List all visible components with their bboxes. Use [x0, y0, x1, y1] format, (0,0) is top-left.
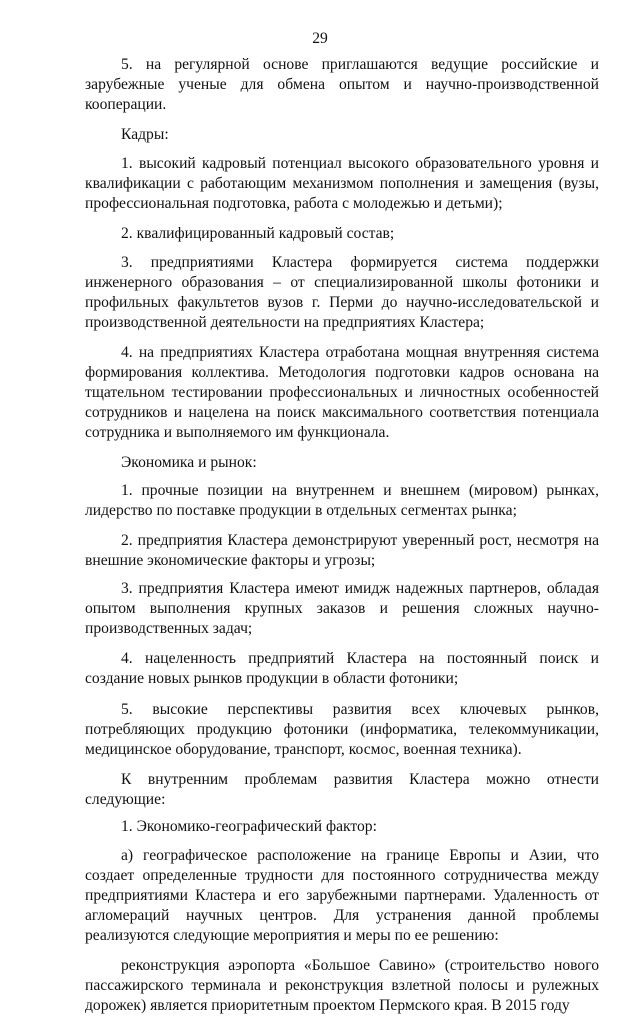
- heading-economy: Экономика и рынок:: [121, 454, 257, 471]
- paragraph-15: а) географическое расположение на границе Европы и Азии, что создает определенные трудности для постоянного сотрудничества между предприятиями Кластера и его зарубежными партнерами. Удаленность от агломераций научных центров. Для устранения данной проблемы реализуются следующие мероприятия и меры по ее решению:: [85, 847, 599, 944]
- paragraph-1: 5. на регулярной основе приглашаются ведущие российские и зарубежные ученые для обмена опытом и научно-производственной кооперации.: [85, 56, 599, 113]
- paragraph-6: 4. на предприятиях Кластера отработана мощная внутренняя система формирования коллектива. Методология подготовки кадров основана на тщательном тестировании профессиональных и личностных особенностей сотрудников и нацелена на поиск максимального соответствия потенциала сотрудника и выполняемого им функционала.: [85, 344, 599, 441]
- paragraph-14: 1. Экономико-географический фактор:: [121, 818, 377, 835]
- paragraph-9: 2. предприятия Кластера демонстрируют уверенный рост, несмотря на внешние экономические факторы и угрозы;: [85, 532, 599, 569]
- paragraph-11: 4. нацеленность предприятий Кластера на постоянный поиск и создание новых рынков продукции в области фотоники;: [85, 650, 599, 687]
- paragraph-4: 2. квалифицированный кадровый состав;: [121, 225, 395, 242]
- document-body: [85, 55, 599, 1016]
- paragraph-10: 3. предприятия Кластера имеют имидж надежных партнеров, обладая опытом выполнения крупных заказов и решения сложных научно-производственных задач;: [85, 580, 599, 637]
- paragraph-16: реконструкция аэропорта «Большое Савино» (строительство нового пассажирского терминала и реконструкция взлетной полосы и рулежных дорожек) является приоритетным проектом Пермского края. В 2015 году: [85, 957, 599, 1014]
- paragraph-3: 1. высокий кадровый потенциал высокого образовательного уровня и квалификации с работающим механизмом пополнения и замещения (вузы, профессиональная подготовка, работа с молодежью и детьми);: [85, 155, 599, 212]
- heading-staff: Кадры:: [121, 126, 169, 143]
- paragraph-5: 3. предприятиями Кластера формируется система поддержки инженерного образования – от специализированной школы фотоники и профильных факультетов вузов г. Перми до научно-исследовательской и производственной деятельности на предприятиях Кластера;: [85, 254, 599, 331]
- paragraph-13: К внутренним проблемам развития Кластера можно отнести следующие:: [85, 771, 599, 808]
- paragraph-8: 1. прочные позиции на внутреннем и внешнем (мировом) рынках, лидерство по поставке продукции в отдельных сегментах рынка;: [85, 482, 599, 519]
- page-number: 29: [312, 30, 328, 47]
- paragraph-12: 5. высокие перспективы развития всех ключевых рынков, потребляющих продукцию фотоники (информатика, телекоммуникации, медицинское оборудование, транспорт, космос, военная техника).: [85, 701, 599, 758]
